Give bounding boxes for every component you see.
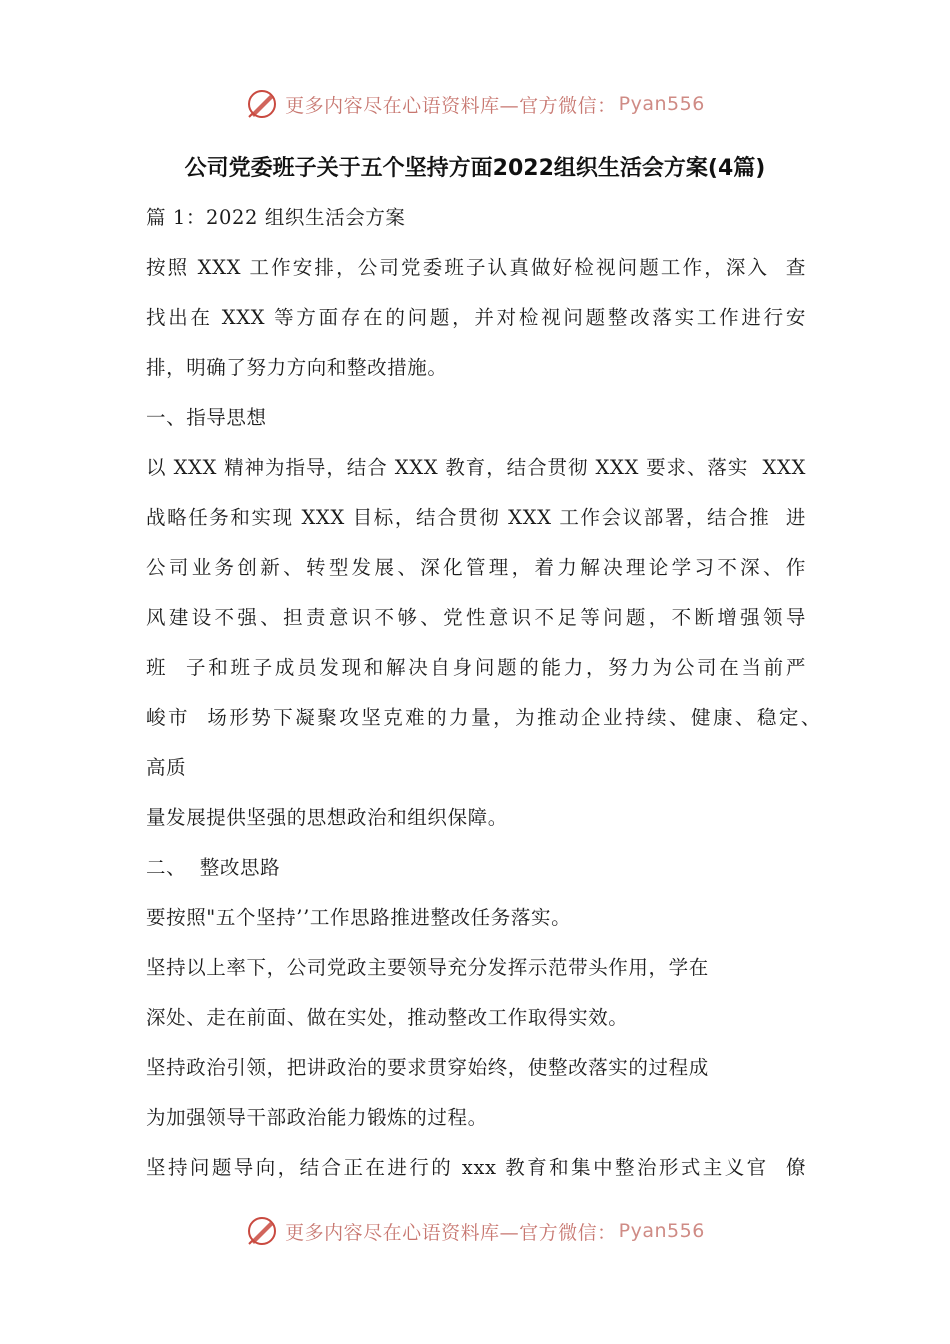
watermark-wechat-id: Pyan556 (618, 93, 705, 115)
paragraph-line: 找出在 XXX 等方面存在的问题，并对检视问题整改落实工作进行安 (146, 306, 806, 329)
paragraph-line: 坚持政治引领，把讲政治的要求贯穿始终，使整改落实的过程成 (146, 1056, 709, 1079)
document-title: 公司党委班子关于五个坚持方面2022组织生活会方案(4篇) (184, 156, 766, 181)
pen-nib-circle-logo-icon (245, 87, 279, 121)
footer-watermark (0, 1211, 950, 1251)
watermark-text: 更多内容尽在心语资料库—官方微信： (285, 94, 617, 117)
paragraph-line: 高质 (146, 756, 187, 779)
paragraph-line: 风建设不强、担责意识不够、党性意识不足等问题，不断增强领导 (146, 606, 806, 629)
header-watermark (0, 84, 950, 124)
watermark-wechat-id: Pyan556 (618, 1220, 705, 1242)
paragraph-line: 按照 XXX 工作安排，公司党委班子认真做好检视问题工作，深入 查 (146, 256, 806, 279)
paragraph-line: 公司业务创新、转型发展、深化管理，着力解决理论学习不深、作 (146, 556, 806, 579)
paragraph-line: 班 子和班子成员发现和解决自身问题的能力，努力为公司在当前严 (146, 656, 806, 679)
paragraph-line: 为加强领导干部政治能力锻炼的过程。 (146, 1106, 488, 1129)
paragraph-line: 坚持问题导向，结合正在进行的 xxx 教育和集中整治形式主义官 僚 (146, 1156, 806, 1179)
section-heading-part1: 篇 1：2022 组织生活会方案 (146, 206, 406, 229)
paragraph-line: 峻市 场形势下凝聚攻坚克难的力量，为推动企业持续、健康、稳定、 (146, 706, 821, 729)
section-heading-guiding-thought: 一、指导思想 (146, 406, 267, 429)
paragraph-line: 战略任务和实现 XXX 目标，结合贯彻 XXX 工作会议部署，结合推 进 (146, 506, 806, 529)
paragraph-line: 深处、走在前面、做在实处，推动整改工作取得实效。 (146, 1006, 629, 1029)
paragraph-line: 要按照"五个坚持’’工作思路推进整改任务落实。 (146, 906, 572, 929)
paragraph-line: 量发展提供坚强的思想政治和组织保障。 (146, 806, 508, 829)
paragraph-line: 以 XXX 精神为指导，结合 XXX 教育，结合贯彻 XXX 要求、落实 XXX (146, 456, 806, 479)
section-heading-rectification: 二、 整改思路 (146, 856, 281, 879)
pen-nib-circle-logo-icon (245, 1214, 279, 1248)
paragraph-line: 排，明确了努力方向和整改措施。 (146, 356, 448, 379)
watermark-text: 更多内容尽在心语资料库—官方微信： (285, 1221, 617, 1244)
paragraph-line: 坚持以上率下，公司党政主要领导充分发挥示范带头作用，学在 (146, 956, 709, 979)
